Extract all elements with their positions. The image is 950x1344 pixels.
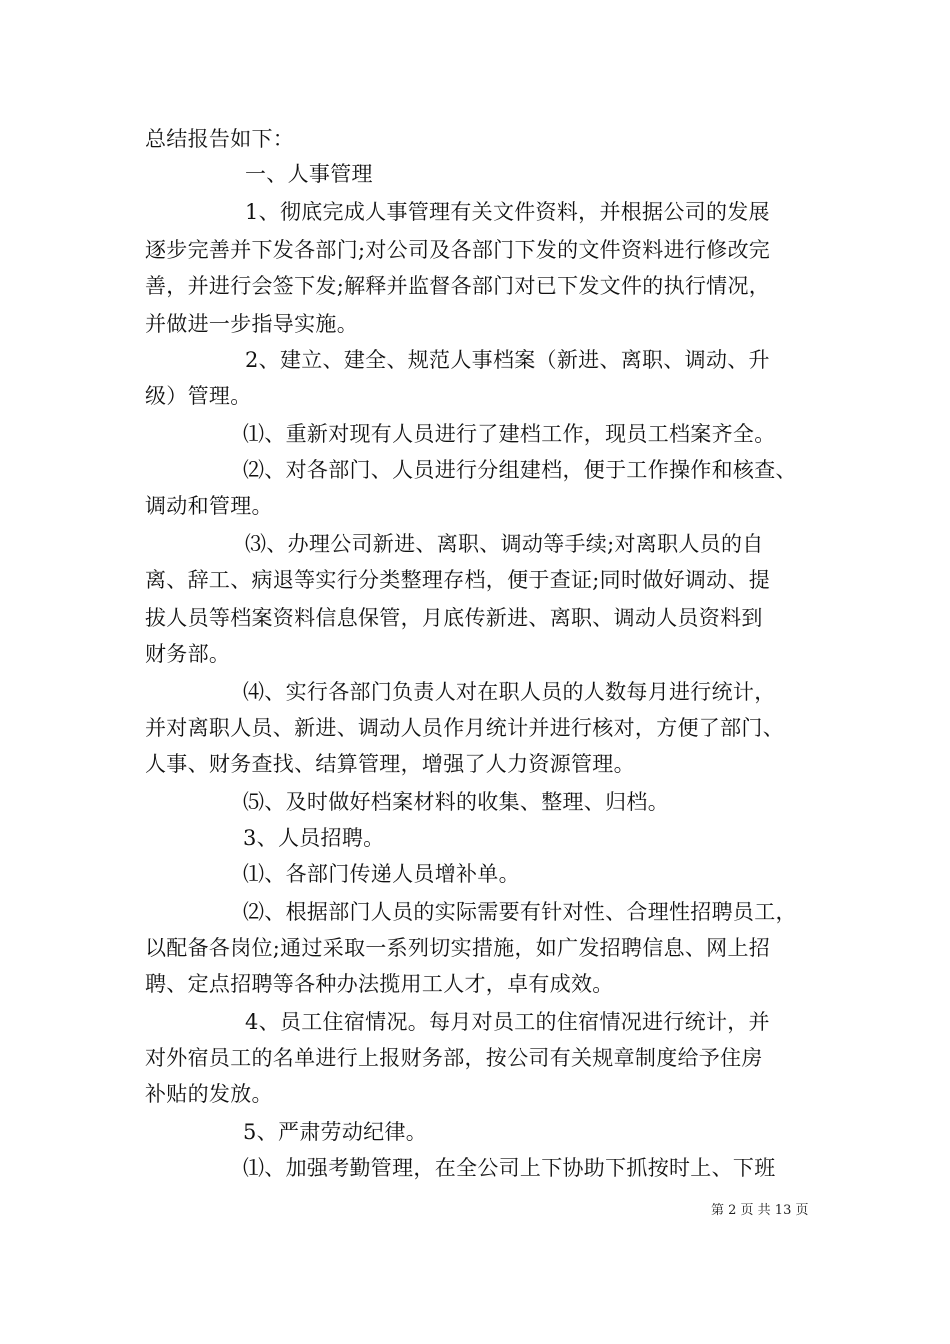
paragraph-line: 财务部。 <box>145 642 231 666</box>
paragraph-line: ⑴、加强考勤管理，在全公司上下协助下抓按时上、下班 <box>243 1156 776 1180</box>
paragraph-line: 补贴的发放。 <box>145 1082 273 1106</box>
paragraph-line: 级）管理。 <box>145 384 252 408</box>
paragraph-line: 拔人员等档案资料信息保管，月底传新进、离职、调动人员资料到 <box>145 606 763 630</box>
paragraph-line: 并做进一步指导实施。 <box>145 312 358 336</box>
paragraph-line: 逐步完善并下发各部门;对公司及各部门下发的文件资料进行修改完 <box>145 238 771 262</box>
section-heading-discipline: 5、严肃劳动纪律。 <box>243 1120 428 1144</box>
paragraph-line: 1、彻底完成人事管理有关文件资料，并根据公司的发展 <box>245 200 770 224</box>
paragraph-line: 以配备各岗位;通过采取一系列切实措施，如广发招聘信息、网上招 <box>145 936 771 960</box>
paragraph-line: 离、辞工、病退等实行分类整理存档，便于查证;同时做好调动、提 <box>145 568 771 592</box>
paragraph-line: 聘、定点招聘等各种办法揽用工人才，卓有成效。 <box>145 972 614 996</box>
paragraph-line: 调动和管理。 <box>145 494 273 518</box>
page-number: 第 2 页 共 13 页 <box>711 1203 809 1218</box>
paragraph-line: ⑸、及时做好档案材料的收集、整理、归档。 <box>243 790 669 814</box>
paragraph-line: 人事、财务查找、结算管理，增强了人力资源管理。 <box>145 752 635 776</box>
paragraph-line: 4、员工住宿情况。每月对员工的住宿情况进行统计，并 <box>245 1010 770 1034</box>
paragraph-line: 善，并进行会签下发;解释并监督各部门对已下发文件的执行情况， <box>145 274 771 298</box>
section-heading-recruitment: 3、人员招聘。 <box>243 826 385 850</box>
paragraph-line: ⑴、各部门传递人员增补单。 <box>243 862 520 886</box>
section-heading-personnel: 一、人事管理 <box>245 162 373 186</box>
summary-intro: 总结报告如下： <box>145 127 295 151</box>
paragraph-line: 2、建立、建全、规范人事档案（新进、离职、调动、升 <box>245 348 770 372</box>
paragraph-line: ⑴、重新对现有人员进行了建档工作，现员工档案齐全。 <box>243 422 776 446</box>
paragraph-line: 对外宿员工的名单进行上报财务部，按公司有关规章制度给予住房 <box>145 1046 763 1070</box>
paragraph-line: ⑵、对各部门、人员进行分组建档，便于工作操作和核查、 <box>243 458 797 482</box>
paragraph-line: ⑶、办理公司新进、离职、调动等手续;对离职人员的自 <box>245 532 764 556</box>
paragraph-line: ⑷、实行各部门负责人对在职人员的人数每月进行统计， <box>243 680 776 704</box>
paragraph-line: ⑵、根据部门人员的实际需要有针对性、合理性招聘员工， <box>243 900 797 924</box>
paragraph-line: 并对离职人员、新进、调动人员作月统计并进行核对，方便了部门、 <box>145 716 784 740</box>
